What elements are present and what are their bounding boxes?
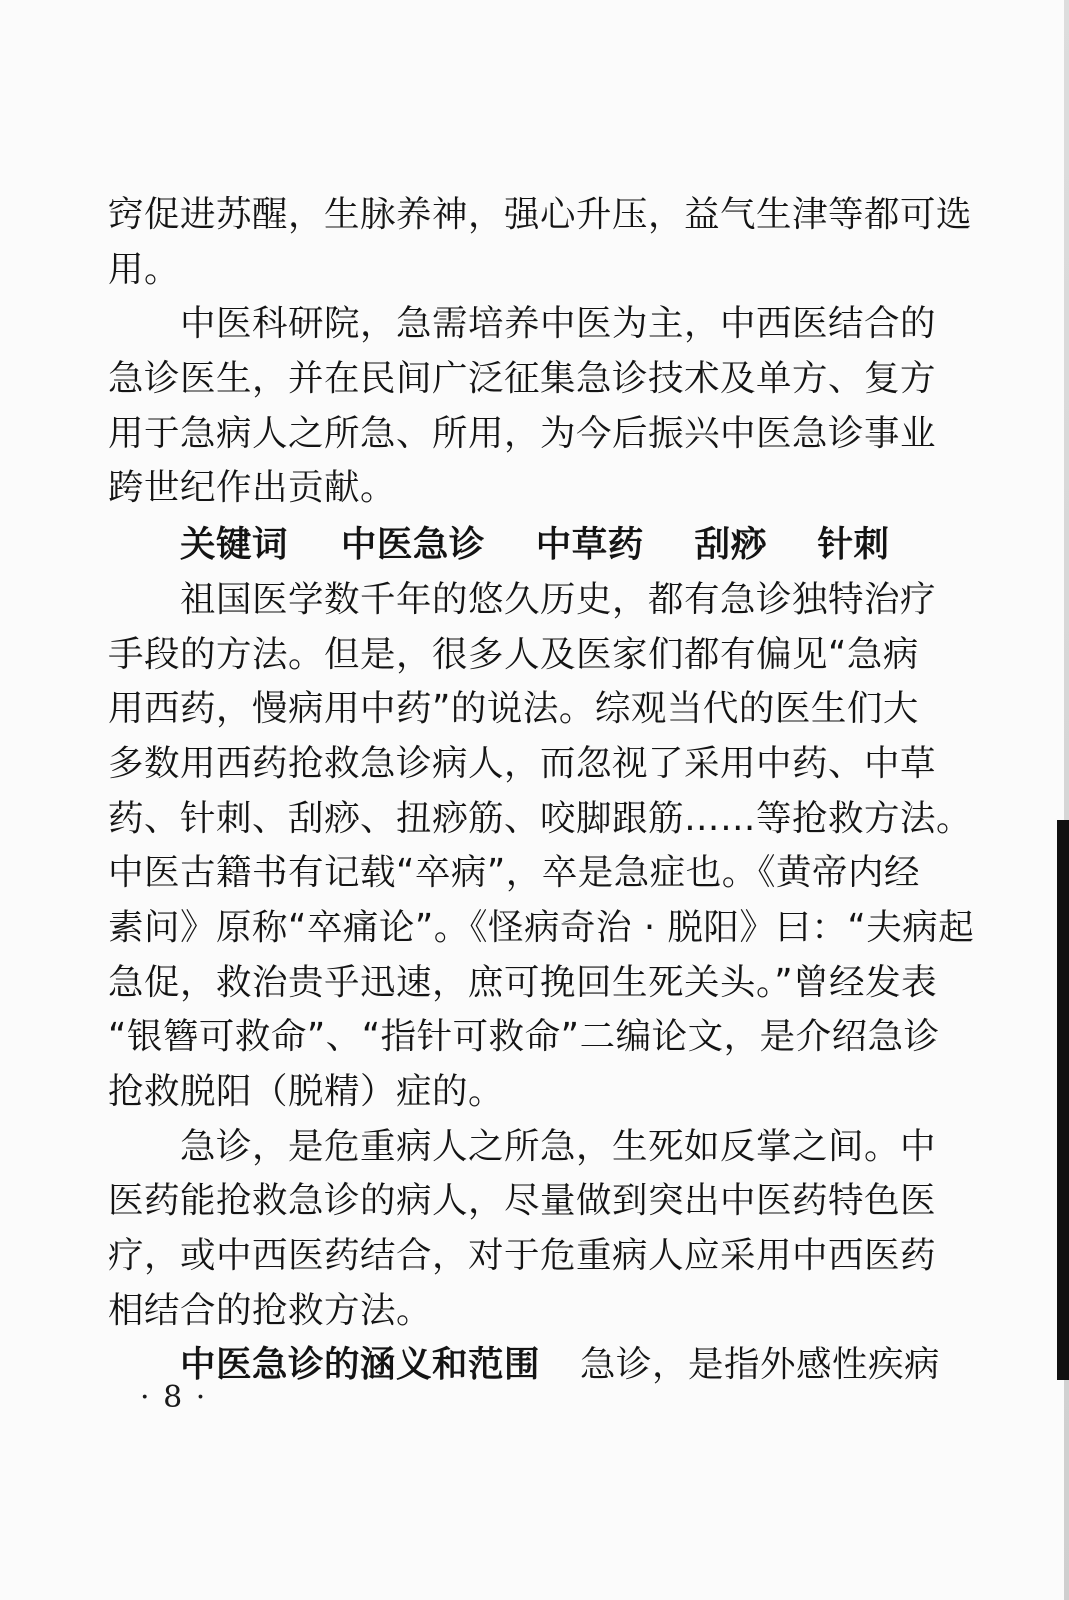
keyword-item: 中医急诊 [340, 524, 485, 566]
text-line: “银簪可救命”、“指针可救命”二编论文，是介绍急诊 [108, 1016, 940, 1058]
text-line: 药、针刺、刮痧、扭痧筋、咬脚跟筋……等抢救方法。 [108, 797, 973, 839]
section-heading: 中医急诊的涵义和范围 [180, 1344, 541, 1386]
text-line: 中医科研院，急需培养中医为主，中西医结合的 [180, 303, 937, 345]
binding-edge [1057, 820, 1069, 1380]
text-line: 窍促进苏醒，生脉养神，强心升压，益气生津等都可选 [108, 194, 973, 235]
body-text [108, 188, 975, 1393]
keyword-item: 针刺 [817, 524, 890, 566]
text-line: 多数用西药抢救急诊病人，而忽视了采用中药、中草 [108, 742, 937, 784]
text-line: 手段的方法。但是，很多人及医家们都有偏见“急病 [108, 633, 919, 675]
text-line: 急促，救治贵乎迅速，庶可挽回生死关头。”曾经发表 [108, 961, 938, 1003]
text-line: 中医古籍书有记载“卒病”，卒是急症也。《黄帝内经 [108, 852, 921, 894]
text-line: 医药能抢救急诊的病人，尽量做到突出中医药特色医 [108, 1180, 937, 1222]
text-line: 用于急病人之所急、所用，为今后振兴中医急诊事业 [108, 412, 937, 454]
keyword-item: 中草药 [535, 524, 644, 566]
text-line: 相结合的抢救方法。 [108, 1289, 433, 1331]
keywords-label: 关键词 [180, 524, 289, 566]
keywords-line [108, 518, 916, 573]
text-line: 祖国医学数千年的悠久历史，都有急诊独特治疗 [180, 578, 937, 620]
text-line: 疗，或中西医药结合，对于危重病人应采用中西医药 [108, 1235, 937, 1277]
text-line: 抢救脱阳（脱精）症的。 [108, 1071, 505, 1112]
text-line: 用西药，慢病用中药”的说法。综观当代的医生们大 [108, 688, 919, 730]
text-line: 用。 [108, 248, 181, 290]
text-line: 素问》原称“卒痛论”。《怪病奇治 · 脱阳》曰：“夫病起 [108, 906, 975, 948]
section-line [108, 1338, 941, 1393]
text-line: 急诊医生，并在民间广泛征集急诊技术及单方、复方 [108, 358, 937, 400]
keyword-item: 刮痧 [694, 524, 767, 566]
text-fragment: 急诊，是指外感性疾病 [580, 1344, 941, 1386]
page-number: · 8 · [140, 1380, 208, 1415]
text-line: 跨世纪作出贡献。 [108, 467, 397, 509]
text-line: 急诊，是危重病人之所急，生死如反掌之间。中 [180, 1125, 937, 1167]
